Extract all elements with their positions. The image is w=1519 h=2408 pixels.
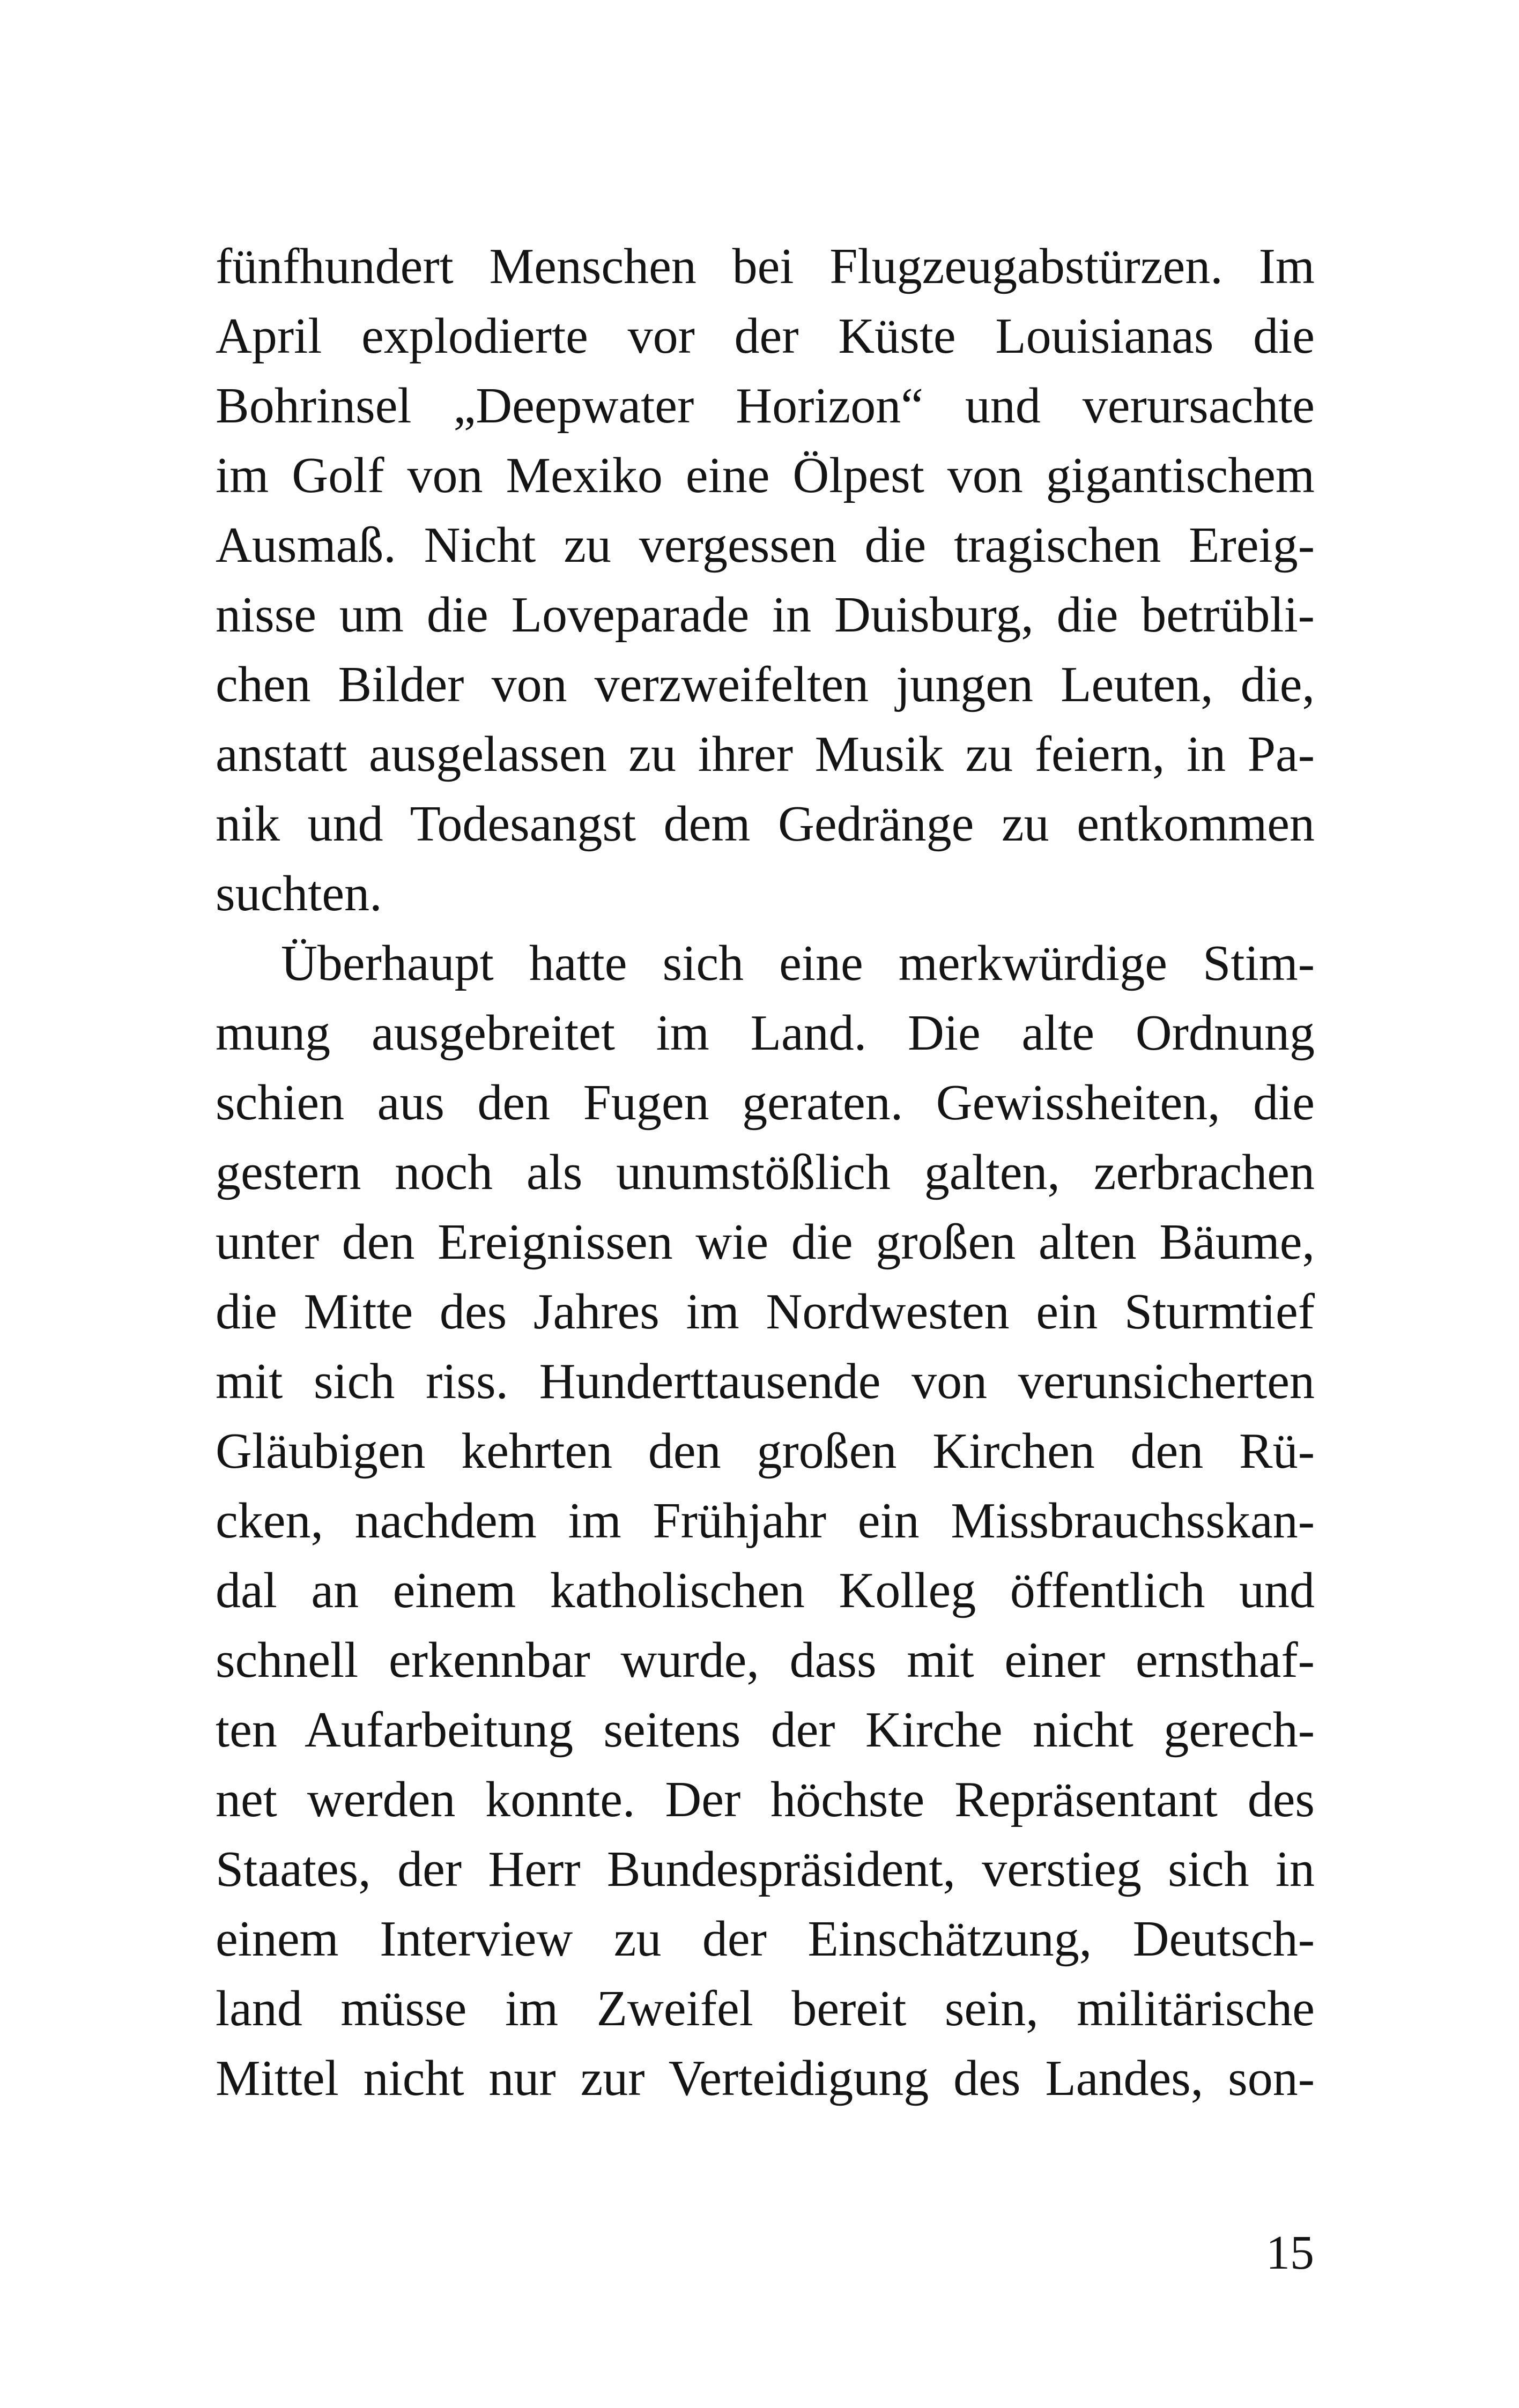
text-line: im Golf von Mexiko eine Ölpest von gigantischem (216, 448, 1315, 503)
text-line: anstatt ausgelassen zu ihrer Musik zu feiern, in Pa- (216, 726, 1315, 782)
text-line: dal an einem katholischen Kolleg öffentlich und (216, 1563, 1315, 1618)
text-line: cken, nachdem im Frühjahr ein Missbrauchsskan- (216, 1493, 1315, 1549)
text-line: schnell erkennbar wurde, dass mit einer ernsthaf- (216, 1632, 1315, 1688)
text-line: mung ausgebreitet im Land. Die alte Ordnung (216, 1005, 1315, 1061)
text-line: mit sich riss. Hunderttausende von verunsicherten (216, 1354, 1315, 1409)
text-line: Ausmaß. Nicht zu vergessen die tragischen Ereig- (216, 517, 1315, 573)
paragraph-2 (216, 928, 1315, 2113)
text-line: April explodierte vor der Küste Louisianas die (216, 308, 1315, 364)
text-line: chen Bilder von verzweifelten jungen Leuten, die, (216, 657, 1315, 712)
text-line: gestern noch als unumstößlich galten, zerbrachen (216, 1144, 1315, 1200)
text-line: die Mitte des Jahres im Nordwesten ein Sturmtief (216, 1284, 1315, 1340)
text-line: Bohrinsel „Deepwater Horizon“ und verursachte (216, 378, 1315, 434)
text-line: land müsse im Zweifel bereit sein, militärische (216, 1981, 1315, 2037)
text-line: Mittel nicht nur zur Verteidigung des Landes, son- (216, 2050, 1315, 2106)
text-line: ten Aufarbeitung seitens der Kirche nicht gerech- (216, 1702, 1315, 1758)
text-line: Gläubigen kehrten den großen Kirchen den Rü- (216, 1423, 1315, 1479)
text-line: unter den Ereignissen wie die großen alten Bäume, (216, 1214, 1315, 1270)
text-line: net werden konnte. Der höchste Repräsentant des (216, 1772, 1315, 1827)
text-line: schien aus den Fugen geraten. Gewissheiten, die (216, 1075, 1315, 1131)
text-line: suchten. (216, 866, 382, 921)
text-line: nik und Todesangst dem Gedränge zu entkommen (216, 796, 1315, 852)
text-line: Staates, der Herr Bundespräsident, verstieg sich in (216, 1841, 1315, 1897)
text-line: einem Interview zu der Einschätzung, Deutsch- (216, 1911, 1315, 1967)
text-line: Überhaupt hatte sich eine merkwürdige Stim- (281, 935, 1315, 991)
body-text (216, 232, 1315, 2113)
page-number: 15 (1266, 2226, 1314, 2279)
text-line: nisse um die Loveparade in Duisburg, die betrübli- (216, 587, 1315, 643)
text-line: fünfhundert Menschen bei Flugzeugabstürzen. Im (216, 239, 1315, 294)
paragraph-1 (216, 232, 1315, 928)
